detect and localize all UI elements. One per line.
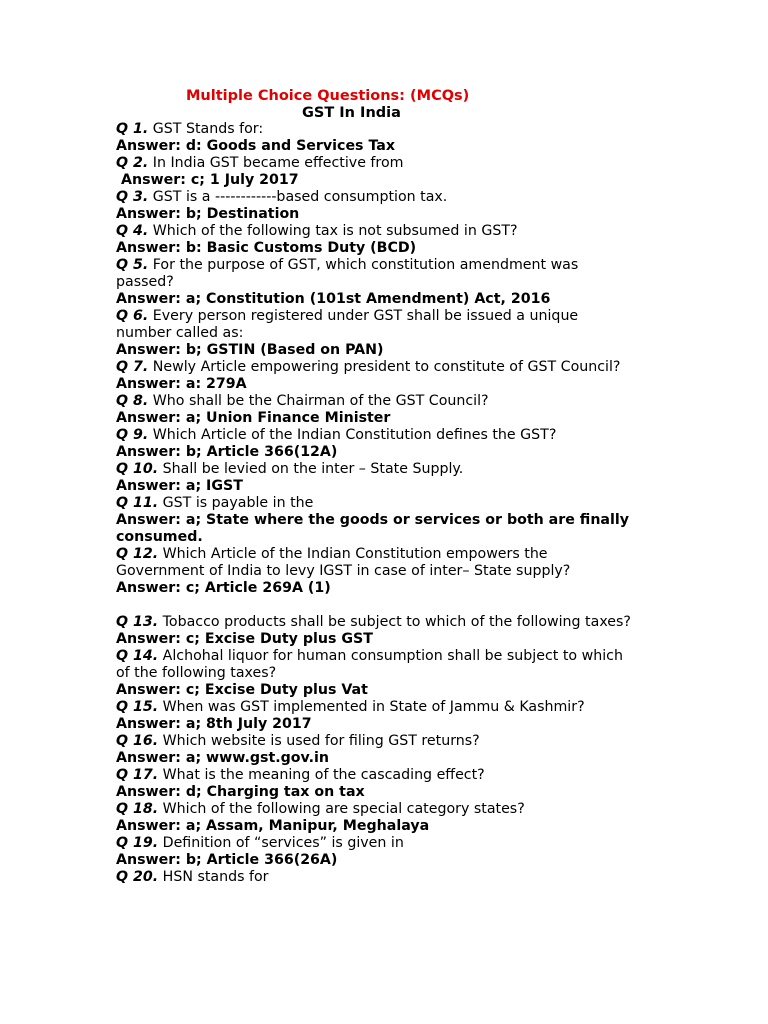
question-16 xyxy=(116,733,631,750)
answer-8: Answer: a; Union Finance Minister xyxy=(116,410,391,426)
question-number: Q 10. xyxy=(116,461,159,477)
question-number: Q 9. xyxy=(116,427,149,443)
question-number: Q 2. xyxy=(116,155,149,171)
answer-12: Answer: c; Article 269A (1) xyxy=(116,580,331,596)
answer-19: Answer: b; Article 366(26A) xyxy=(116,852,338,868)
page-subtitle: GST In India xyxy=(302,105,401,121)
question-number: Q 12. xyxy=(116,546,159,562)
question-text: GST is a ------------based consumption tax. xyxy=(152,189,448,205)
answer-18: Answer: a; Assam, Manipur, Meghalaya xyxy=(116,818,430,834)
question-text: What is the meaning of the cascading effect? xyxy=(162,767,485,783)
answer-4: Answer: b: Basic Customs Duty (BCD) xyxy=(116,240,417,256)
question-text: Who shall be the Chairman of the GST Council? xyxy=(152,393,489,409)
question-number: Q 16. xyxy=(116,733,159,749)
question-text: Which Article of the Indian Constitution empowers the Government of India to levy IGST in case of inter– State supply? xyxy=(116,546,571,579)
answer-15: Answer: a; 8th July 2017 xyxy=(116,716,312,732)
question-number: Q 15. xyxy=(116,699,159,715)
question-10 xyxy=(116,461,631,478)
question-number: Q 14. xyxy=(116,648,159,664)
question-text: Which Article of the Indian Constitution defines the GST? xyxy=(152,427,557,443)
answer-9: Answer: b; Article 366(12A) xyxy=(116,444,338,460)
question-14 xyxy=(116,648,631,682)
answer-11: Answer: a; State where the goods or services or both are finally consumed. xyxy=(116,512,629,545)
question-text: Which of the following tax is not subsumed in GST? xyxy=(152,223,518,239)
question-text: Which of the following are special category states? xyxy=(162,801,525,817)
question-number: Q 13. xyxy=(116,614,159,630)
question-number: Q 6. xyxy=(116,308,149,324)
question-9 xyxy=(116,427,631,444)
answer-7: Answer: a: 279A xyxy=(116,376,247,392)
question-3 xyxy=(116,189,631,206)
answer-16: Answer: a; www.gst.gov.in xyxy=(116,750,329,766)
answer-14: Answer: c; Excise Duty plus Vat xyxy=(116,682,368,698)
question-text: HSN stands for xyxy=(162,869,269,885)
question-11 xyxy=(116,495,631,512)
question-number: Q 17. xyxy=(116,767,159,783)
answer-13: Answer: c; Excise Duty plus GST xyxy=(116,631,373,647)
question-19 xyxy=(116,835,631,852)
question-7 xyxy=(116,359,631,376)
question-1 xyxy=(116,121,631,138)
question-2 xyxy=(116,155,631,172)
answer-2: Answer: c; 1 July 2017 xyxy=(121,172,299,188)
question-number: Q 20. xyxy=(116,869,159,885)
question-text: In India GST became effective from xyxy=(152,155,404,171)
question-text: Which website is used for filing GST returns? xyxy=(162,733,480,749)
question-15 xyxy=(116,699,631,716)
question-text: Every person registered under GST shall be issued a unique number called as: xyxy=(116,308,579,341)
question-6 xyxy=(116,308,631,342)
qa-list xyxy=(116,121,631,886)
question-text: Tobacco products shall be subject to which of the following taxes? xyxy=(162,614,631,630)
answer-6: Answer: b; GSTIN (Based on PAN) xyxy=(116,342,384,358)
question-number: Q 1. xyxy=(116,121,149,137)
question-number: Q 19. xyxy=(116,835,159,851)
question-number: Q 5. xyxy=(116,257,149,273)
question-4 xyxy=(116,223,631,240)
question-text: Newly Article empowering president to constitute of GST Council? xyxy=(152,359,621,375)
question-text: Shall be levied on the inter – State Supply. xyxy=(162,461,464,477)
question-17 xyxy=(116,767,631,784)
question-number: Q 8. xyxy=(116,393,149,409)
question-8 xyxy=(116,393,631,410)
page-title: Multiple Choice Questions: (MCQs) xyxy=(186,88,470,104)
question-number: Q 4. xyxy=(116,223,149,239)
blank-line xyxy=(116,597,631,614)
question-20 xyxy=(116,869,631,886)
question-18 xyxy=(116,801,631,818)
answer-5: Answer: a; Constitution (101st Amendment) Act, 2016 xyxy=(116,291,551,307)
question-text: For the purpose of GST, which constitution amendment was passed? xyxy=(116,257,579,290)
question-text: Definition of “services” is given in xyxy=(162,835,404,851)
question-text: GST is payable in the xyxy=(162,495,314,511)
question-5 xyxy=(116,257,631,291)
answer-17: Answer: d; Charging tax on tax xyxy=(116,784,365,800)
question-number: Q 18. xyxy=(116,801,159,817)
question-number: Q 7. xyxy=(116,359,149,375)
question-text: Alchohal liquor for human consumption shall be subject to which of the following taxes? xyxy=(116,648,623,681)
question-text: GST Stands for: xyxy=(152,121,264,137)
question-number: Q 3. xyxy=(116,189,149,205)
question-13 xyxy=(116,614,631,631)
question-text: When was GST implemented in State of Jammu & Kashmir? xyxy=(162,699,585,715)
answer-10: Answer: a; IGST xyxy=(116,478,243,494)
question-number: Q 11. xyxy=(116,495,159,511)
answer-1: Answer: d: Goods and Services Tax xyxy=(116,138,396,154)
question-12 xyxy=(116,546,631,580)
answer-3: Answer: b; Destination xyxy=(116,206,300,222)
